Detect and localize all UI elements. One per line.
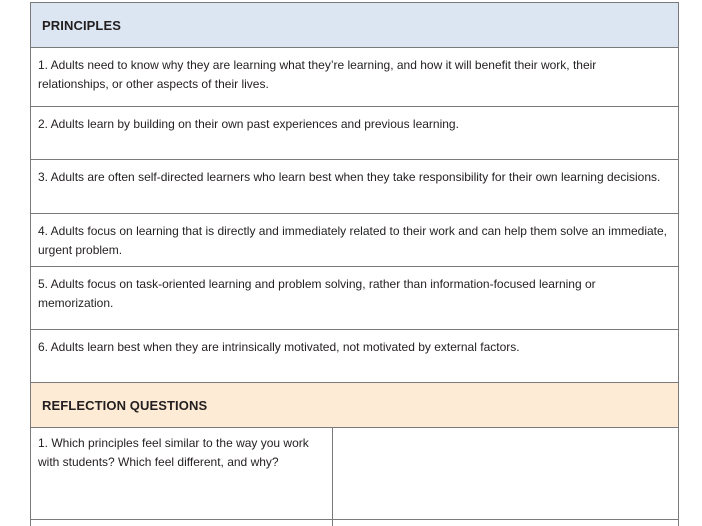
principle-text: 6. Adults learn best when they are intrinsically motivated, not motivated by external factors. bbox=[38, 340, 520, 354]
principle-row-4 bbox=[31, 214, 678, 267]
answer-text bbox=[333, 428, 678, 434]
principles-header bbox=[31, 3, 678, 48]
principles-worksheet bbox=[30, 2, 679, 526]
principle-row-6 bbox=[31, 330, 678, 383]
reflection-header-label: REFLECTION QUESTIONS bbox=[42, 397, 208, 413]
answer-cell[interactable] bbox=[333, 520, 678, 526]
principle-text: 2. Adults learn by building on their own past experiences and previous learning. bbox=[38, 117, 459, 131]
answer-cell[interactable] bbox=[333, 428, 678, 519]
principle-text: 1. Adults need to know why they are learning what they’re learning, and how it will benefit their work, their relationships, or other aspects of their lives. bbox=[38, 58, 597, 91]
principle-row-3 bbox=[31, 160, 678, 214]
reflection-header bbox=[31, 383, 678, 428]
principle-row-5 bbox=[31, 267, 678, 330]
principles-header-label: PRINCIPLES bbox=[42, 17, 122, 33]
principle-text: 4. Adults focus on learning that is directly and immediately related to their work and can help them solve an immediate, urgent problem. bbox=[38, 224, 667, 257]
question-cell bbox=[31, 428, 333, 519]
question-cell bbox=[31, 520, 333, 526]
principle-row-1 bbox=[31, 48, 678, 107]
reflection-row-2 bbox=[31, 520, 678, 526]
principle-text: 3. Adults are often self-directed learners who learn best when they take responsibility for their own learning decisions. bbox=[38, 170, 661, 184]
principle-text: 5. Adults focus on task-oriented learning and problem solving, rather than information-focused learning or memorization. bbox=[38, 277, 596, 310]
question-text: 1. Which principles feel similar to the way you work with students? Which feel different, and why? bbox=[38, 436, 309, 469]
principle-row-2 bbox=[31, 107, 678, 160]
reflection-row-1 bbox=[31, 428, 678, 520]
